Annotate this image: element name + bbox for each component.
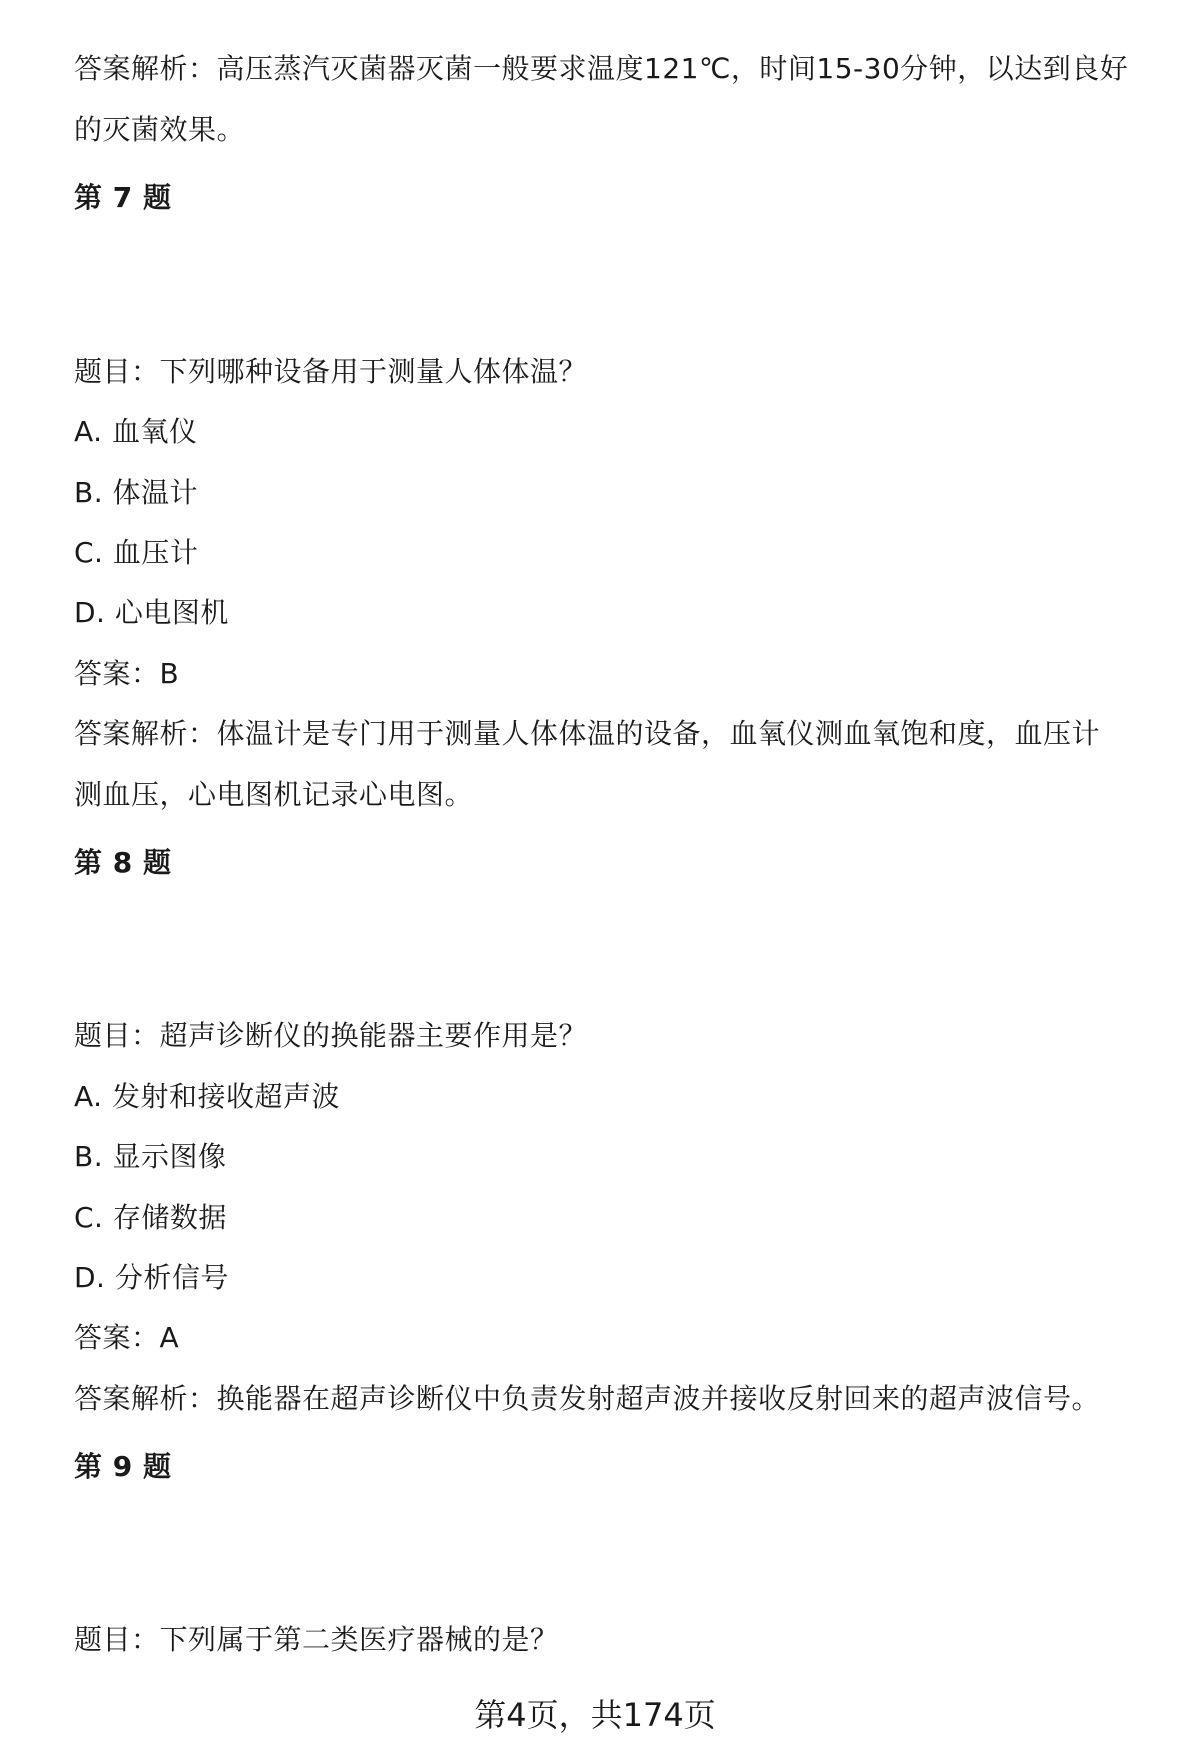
answer-text: 答案：A (74, 1321, 180, 1354)
question-stem: 题目：下列哪种设备用于测量人体体温？ (74, 355, 588, 388)
question-heading: 第 7 题 (74, 181, 172, 214)
option-d: D. 分析信号 (74, 1261, 229, 1294)
option-d: D. 心电图机 (74, 596, 229, 629)
analysis-text: 答案解析：体温计是专门用于测量人体体温的设备，血氧仪测血氧饱和度，血压计 (74, 717, 1101, 750)
question-stem: 题目：超声诊断仪的换能器主要作用是？ (74, 1019, 588, 1052)
page-number: 第4页，共174页 (474, 1696, 716, 1734)
answer-text: 答案：B (74, 657, 180, 690)
option-b: B. 体温计 (74, 476, 199, 509)
option-a: A. 血氧仪 (74, 415, 198, 448)
option-c: C. 存储数据 (74, 1201, 227, 1234)
question-stem: 题目：下列属于第二类医疗器械的是？ (74, 1623, 559, 1656)
option-a: A. 发射和接收超声波 (74, 1080, 340, 1113)
option-c: C. 血压计 (74, 536, 199, 569)
analysis-text: 的灭菌效果。 (74, 113, 246, 146)
question-heading: 第 9 题 (74, 1450, 172, 1483)
analysis-text: 测血压，心电图机记录心电图。 (74, 778, 474, 811)
analysis-text: 答案解析：换能器在超声诊断仪中负责发射超声波并接收反射回来的超声波信号。 (74, 1382, 1101, 1415)
question-heading: 第 8 题 (74, 846, 172, 879)
analysis-text: 答案解析：高压蒸汽灭菌器灭菌一般要求温度121℃，时间15-30分钟，以达到良好 (74, 52, 1129, 85)
option-b: B. 显示图像 (74, 1140, 227, 1173)
